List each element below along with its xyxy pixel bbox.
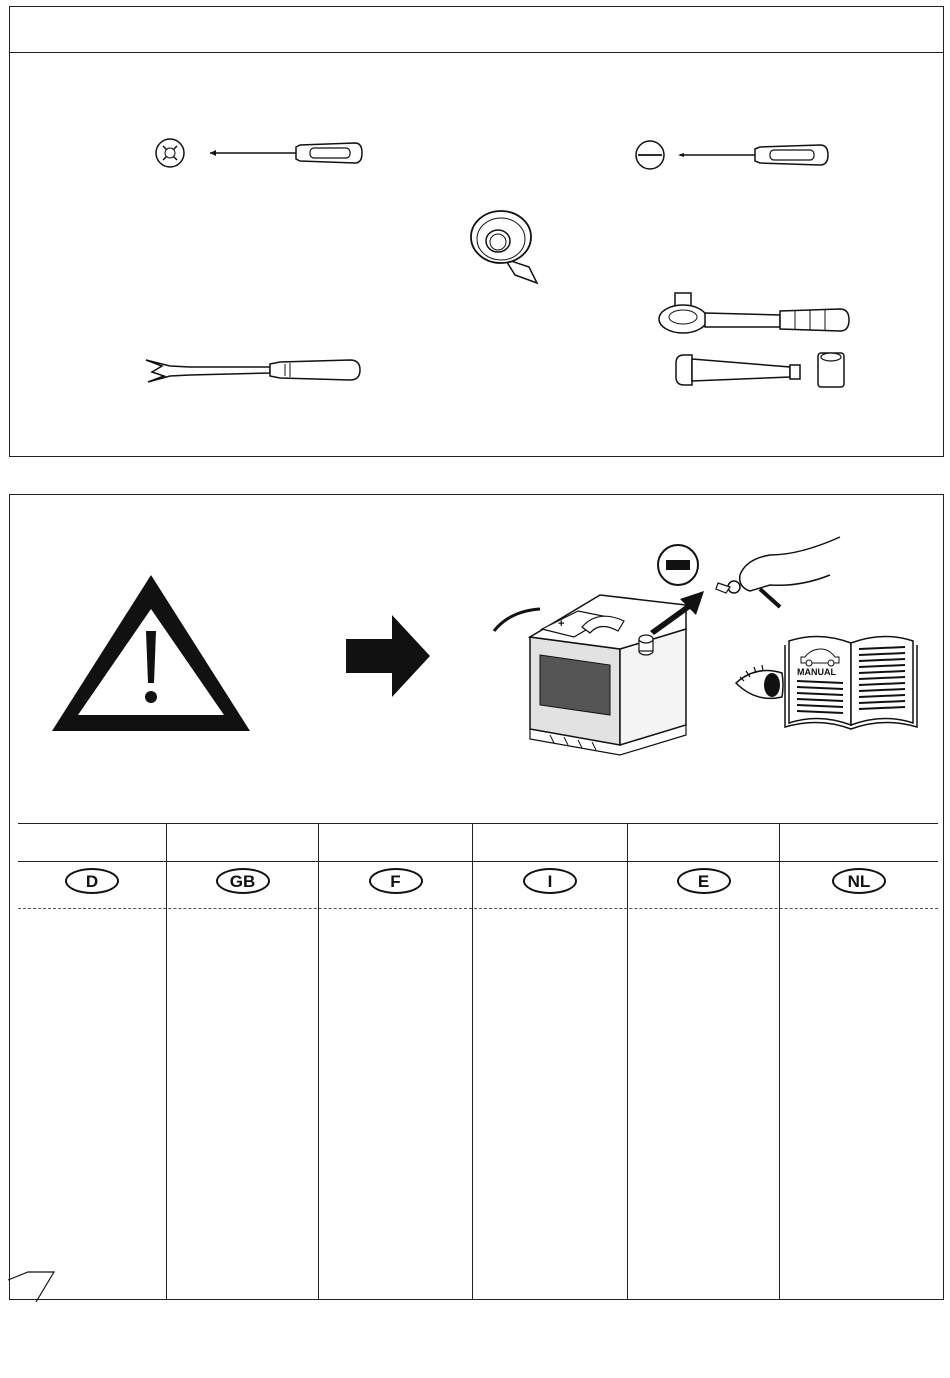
page-corner-mark [8, 1270, 58, 1304]
lang-column-i [472, 823, 627, 1299]
lang-badge-i: I [523, 868, 577, 894]
slotted-head-icon [636, 141, 664, 169]
safety-panel [9, 494, 944, 1300]
trim-tool-icon [146, 360, 360, 382]
hand-icon [716, 537, 840, 607]
tape-roll-icon [471, 211, 537, 283]
ratchet-icon [659, 293, 849, 333]
arrow-right-icon [346, 615, 431, 700]
trim-removal-tool [140, 352, 370, 392]
battery-plus-label: + [558, 618, 565, 630]
phillips-screwdriver [150, 135, 370, 171]
lang-badge-gb: GB [216, 868, 270, 894]
lang-column-d [18, 823, 166, 1299]
negative-terminal-removal [650, 535, 850, 625]
socket-extension [670, 347, 860, 397]
socket-extension-icon [676, 353, 844, 387]
lang-column-nl [779, 823, 938, 1299]
insulating-tape [465, 207, 555, 287]
lang-column-e [627, 823, 779, 1299]
lang-badge-d: D [65, 868, 119, 894]
tools-panel [9, 6, 944, 457]
eye-icon [732, 655, 792, 715]
negative-symbol-icon [658, 545, 698, 585]
manual-book-icon [785, 631, 920, 731]
lang-badge-f: F [369, 868, 423, 894]
phillips-head-icon [156, 139, 184, 167]
lang-badge-e: E [677, 868, 731, 894]
lang-column-gb [166, 823, 318, 1299]
tools-header [10, 7, 943, 53]
lang-column-f [318, 823, 472, 1299]
ratchet-wrench [655, 289, 855, 339]
lang-badge-nl: NL [832, 868, 886, 894]
manual-label: MANUAL [797, 667, 836, 677]
warning-triangle-icon [46, 571, 256, 736]
flathead-screwdriver [630, 137, 840, 173]
